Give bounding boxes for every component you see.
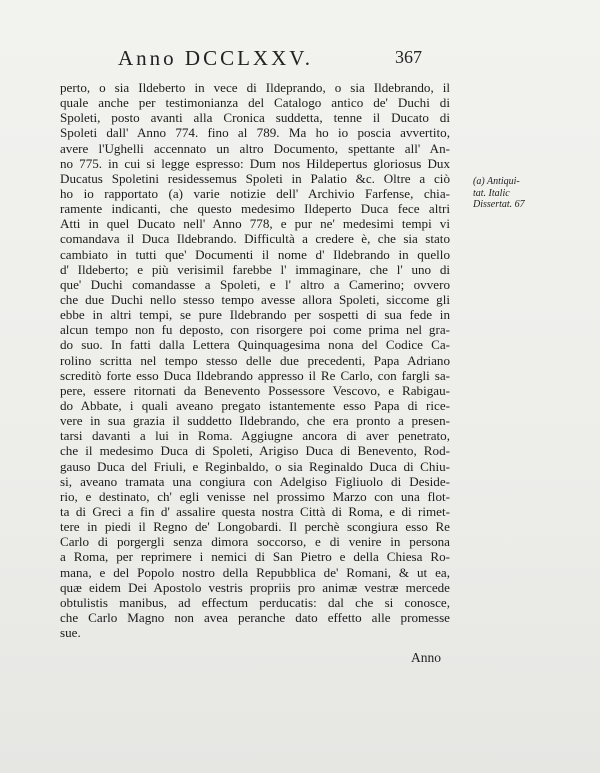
text-line: a Roma, per reprimere i nemici di San Pietro e della Chiesa Ro- (60, 549, 450, 565)
text-line: Atti in quel Ducato nell' Anno 778, e pur ne' medesimi tempi vi (60, 216, 450, 232)
running-title: Anno DCCLXXV. (118, 46, 313, 70)
text-line: si, aveano tramata una congiura con Adelgiso Figliuolo di Deside- (60, 473, 450, 489)
text-line: que' Duchi comandasse a Spoleti, e l' altro a Camerino; ovvero (60, 276, 450, 292)
text-line: che due Duchi nello stesso tempo avesse allora Spoleti, siccome gli (60, 291, 450, 307)
margin-note-line: (a) Antiqui- (473, 176, 520, 187)
text-line: comandava il Duca Ildebrando. Difficultà a credere è, che sia stato (60, 231, 450, 247)
text-line: cambiato in tutti que' Documenti il nome d' Ildebrando in quello (60, 246, 450, 262)
text-line: sue. (60, 625, 81, 641)
text-line: pere, essere ritornati da Benevento Possessore Vescovo, e Rabigau- (60, 382, 450, 398)
text-line: Ducatus Spoletini residessemus Spoleti in Palatio &c. Oltre a ciò (60, 170, 450, 186)
text-line: ta di Greci a fin d' assalire questa nostra Città di Roma, e di rimet- (60, 503, 450, 519)
text-line: perto, o sia Ildeberto in vece di Ildeprando, o sia Ildebrando, il (60, 80, 450, 95)
text-line: do Abbate, i quali aveano pregato istantemente esso Papa di rice- (60, 397, 450, 413)
text-line: che il medesimo Duca di Spoleti, Arigiso Duca di Benevento, Rod- (60, 443, 450, 459)
text-line: Carlo di porgergli senza dimora soccorso, e di venire in persona (60, 534, 450, 550)
text-line: gauso Duca del Friuli, e Reginbaldo, o sia Reginaldo Duca di Chiu- (60, 458, 450, 474)
text-line: ramente indicanti, che questo medesimo Ildeperto Duca fece altri (60, 201, 450, 217)
text-line: Spoleti, posto avanti alla Cronica suddetta, tenne il Ducato di (60, 110, 450, 126)
catchword: Anno (411, 650, 441, 665)
text-line: no 775. in cui si legge espresso: Dum nos Hildepertus gloriosus Dux (60, 155, 450, 171)
text-line: che Carlo Magno non avea peranche dato effetto alle promesse (60, 609, 450, 625)
text-line: tarsi davanti a lui in Roma. Aggiugne ancora di aver penetrato, (60, 428, 450, 444)
text-line: obtulistis manibus, ad effectum perducatis: dal che si conosce, (60, 594, 450, 610)
margin-note-line: tat. Italic (473, 187, 510, 199)
text-line: mana, e del Popolo nostro della Repubblica de' Romani, & ut ea, (60, 564, 450, 580)
text-line: ebbe in altri tempi, se pure Ildebrando per sospetti di sua fede in (60, 307, 450, 323)
text-line: ho io rapportato (a) varie notizie dell' Archivio Farfense, chia- (60, 185, 450, 201)
text-line: Spoleti dall' Anno 774. fino al 789. Ma ho io poscia avvertito, (60, 125, 450, 141)
page-header (0, 46, 600, 72)
text-line: avere l'Ughelli accennato un altro Documento, spettante all' An- (60, 140, 450, 156)
page-number: 367 (395, 47, 422, 67)
text-line: do suo. In fatti dalla Lettera Quinquagesima nona del Codice Ca- (60, 337, 450, 353)
margin-note-line: Dissertat. 67 (473, 199, 525, 211)
text-line: screditò forte esso Duca Ildebrando appresso il Re Carlo, con fargli sa- (60, 367, 450, 383)
main-text-block (60, 80, 450, 640)
text-line: tere in piedi il Regno de' Longobardi. Il perchè scongiura esso Re (60, 519, 450, 535)
text-line: rio, e destinato, ch' egli venisse nel prossimo Marzo con una flot- (60, 488, 450, 504)
text-line: alcun tempo non fu deposto, con risorgere poi come prima nel gra- (60, 322, 450, 338)
text-line: quale anche per testimonianza del Catalogo antico de' Duchi di (60, 95, 450, 111)
text-line: d' Ildeberto; e più verisimil farebbe l' immaginare, che l' uno di (60, 261, 450, 277)
text-line: quæ eidem Dei Apostolo vestris propriis pro animæ vestræ mercede (60, 579, 450, 595)
margin-note (473, 176, 553, 211)
text-line: rolino scritta nel tempo stesso delle due precedenti, Papa Adriano (60, 352, 450, 368)
text-line: vere in sua grazia il suddetto Ildebrando, che era pronto a presen- (60, 413, 450, 429)
